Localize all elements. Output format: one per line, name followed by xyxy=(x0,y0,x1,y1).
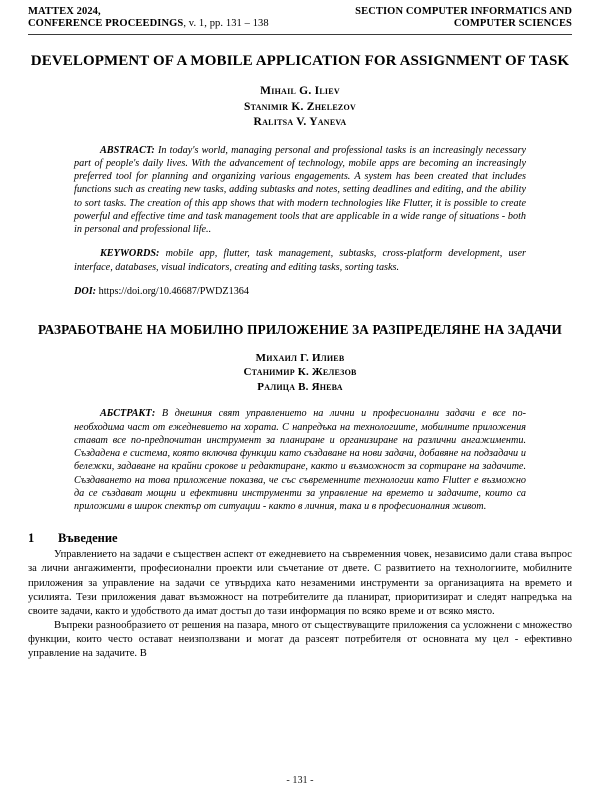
abstract-label: ABSTRACT: xyxy=(100,144,155,156)
doi-label: DOI: xyxy=(74,285,97,297)
section-heading xyxy=(28,531,572,546)
section-number: 1 xyxy=(28,531,35,546)
page-footer xyxy=(0,775,600,786)
section-body xyxy=(28,548,572,661)
abstract-english xyxy=(74,144,526,237)
running-head-right xyxy=(355,6,572,31)
keywords-paragraph xyxy=(74,247,526,274)
page-title-english: DEVELOPMENT OF A MOBILE APPLICATION FOR ASSIGNMENT OF TASK xyxy=(30,52,570,69)
abstract-paragraph-bulgarian xyxy=(74,407,526,513)
abstract-label-bulgarian: АБСТРАКТ: xyxy=(100,408,156,420)
author-name: Mihail G. Iliev xyxy=(260,85,340,98)
section-title: Въведение xyxy=(58,531,118,546)
section-word: SECTION xyxy=(355,6,406,17)
keywords-label: KEYWORDS: xyxy=(100,248,160,260)
proceedings-volume-detail: , v. 1, pp. 131 – 138 xyxy=(183,18,269,30)
running-head-left xyxy=(28,6,269,31)
author-name: Stanimir K. Zhelezov xyxy=(243,100,357,113)
author-list-english xyxy=(28,84,572,131)
keywords-english xyxy=(74,247,526,274)
doi-url[interactable]: https://doi.org/10.46687/PWDZ1364 xyxy=(98,285,249,297)
abstract-bulgarian xyxy=(74,407,526,513)
page-number: - 131 - xyxy=(286,775,314,786)
proceedings-label: CONFERENCE PROCEEDINGS xyxy=(28,18,184,30)
running-head xyxy=(28,6,572,31)
abstract-text: In today's world, managing personal and professional tasks is an increasingly necessary part of people's daily lives. With the advancement of technology, mobile apps are becoming an increasingly preferred tool for planning and organizing various engagements. A system has been created that includes functions such as creating new tasks, adding subtasks and notes, setting deadlines and editing, and the ability to sort tasks. The creation of this app shows that with modern technologies like Flutter, it is possible to create powerful and effective time and task management tools that are applicable in a wide range of situations - both in personal and professional life.. xyxy=(74,144,526,236)
keywords-text: mobile app, flutter, task management, subtasks, cross-platform development, user interface, databases, visual indicators, creating and editing tasks, sorting tasks. xyxy=(74,248,526,273)
proceedings-name: MATTEX 2024, xyxy=(28,6,101,17)
doi-line xyxy=(74,285,526,298)
author-name-bulgarian: Ралица В. Янева xyxy=(257,380,343,393)
body-paragraph: Управлението на задачи е съществен аспект от ежедневието на съвременния човек, независимо дали става въпрос за лични ангажименти, професионални проекти или съчетание от двете. С развитието на технологиите, мобилните приложения за управление на задачи се утвърдиха като незаменими инструменти за организацията на времето и усилията. Тези приложения дават възможност на потребителите да планират, приоритизират и следят напредъка на своите задачи, както и удобството да имат достъп до тази информация по всяко време и от всяко място. xyxy=(28,549,572,617)
abstract-paragraph xyxy=(74,144,526,237)
author-name: Ralitsa V. Yaneva xyxy=(253,116,347,129)
body-paragraph: Въпреки разнообразието от решения на пазара, много от съществуващите приложения са усложнени с множество функции, които често остават неизползвани и могат да разсеят потребителя от основната му цел - ефективно управление на задачите. В xyxy=(28,619,572,660)
header-divider xyxy=(28,34,572,35)
author-name-bulgarian: Станимир К. Железов xyxy=(243,366,357,379)
section-name-part1: COMPUTER INFORMATICS AND xyxy=(405,6,572,17)
author-name-bulgarian: Михаил Г. Илиев xyxy=(255,351,345,364)
page-title-bulgarian: РАЗРАБОТВАНЕ НА МОБИЛНО ПРИЛОЖЕНИЕ ЗА РАЗПРЕДЕЛЯНЕ НА ЗАДАЧИ xyxy=(38,322,562,338)
section-name-part2: COMPUTER SCIENCES xyxy=(453,18,572,30)
proceedings-volume-pages xyxy=(28,18,269,30)
abstract-text-bulgarian: В днешния свят управлението на лични и професионални задачи е все по-необходима част от ежедневието на хората. С напредъка на технологиите, мобилните приложения стават все по-предпочитан инструмент за планиране и организиране на различни ангажименти. Създадена е система, която включва функции като създаване на нови задачи, добавяне на подзадачи и бележки, задаване на крайни срокове и редактиране, както и възможност за сортиране на задачите. Създаването на това приложение показва, че със съвременните технологии като Flutter е възможно да се създават мощни и ефективни инструменти за управление на времето и задачите, които са приложими в широк спектър от ситуации - както в личния, така и в професионалния живот. xyxy=(74,408,526,513)
section-name-line1 xyxy=(355,6,572,18)
author-list-bulgarian xyxy=(28,351,572,395)
